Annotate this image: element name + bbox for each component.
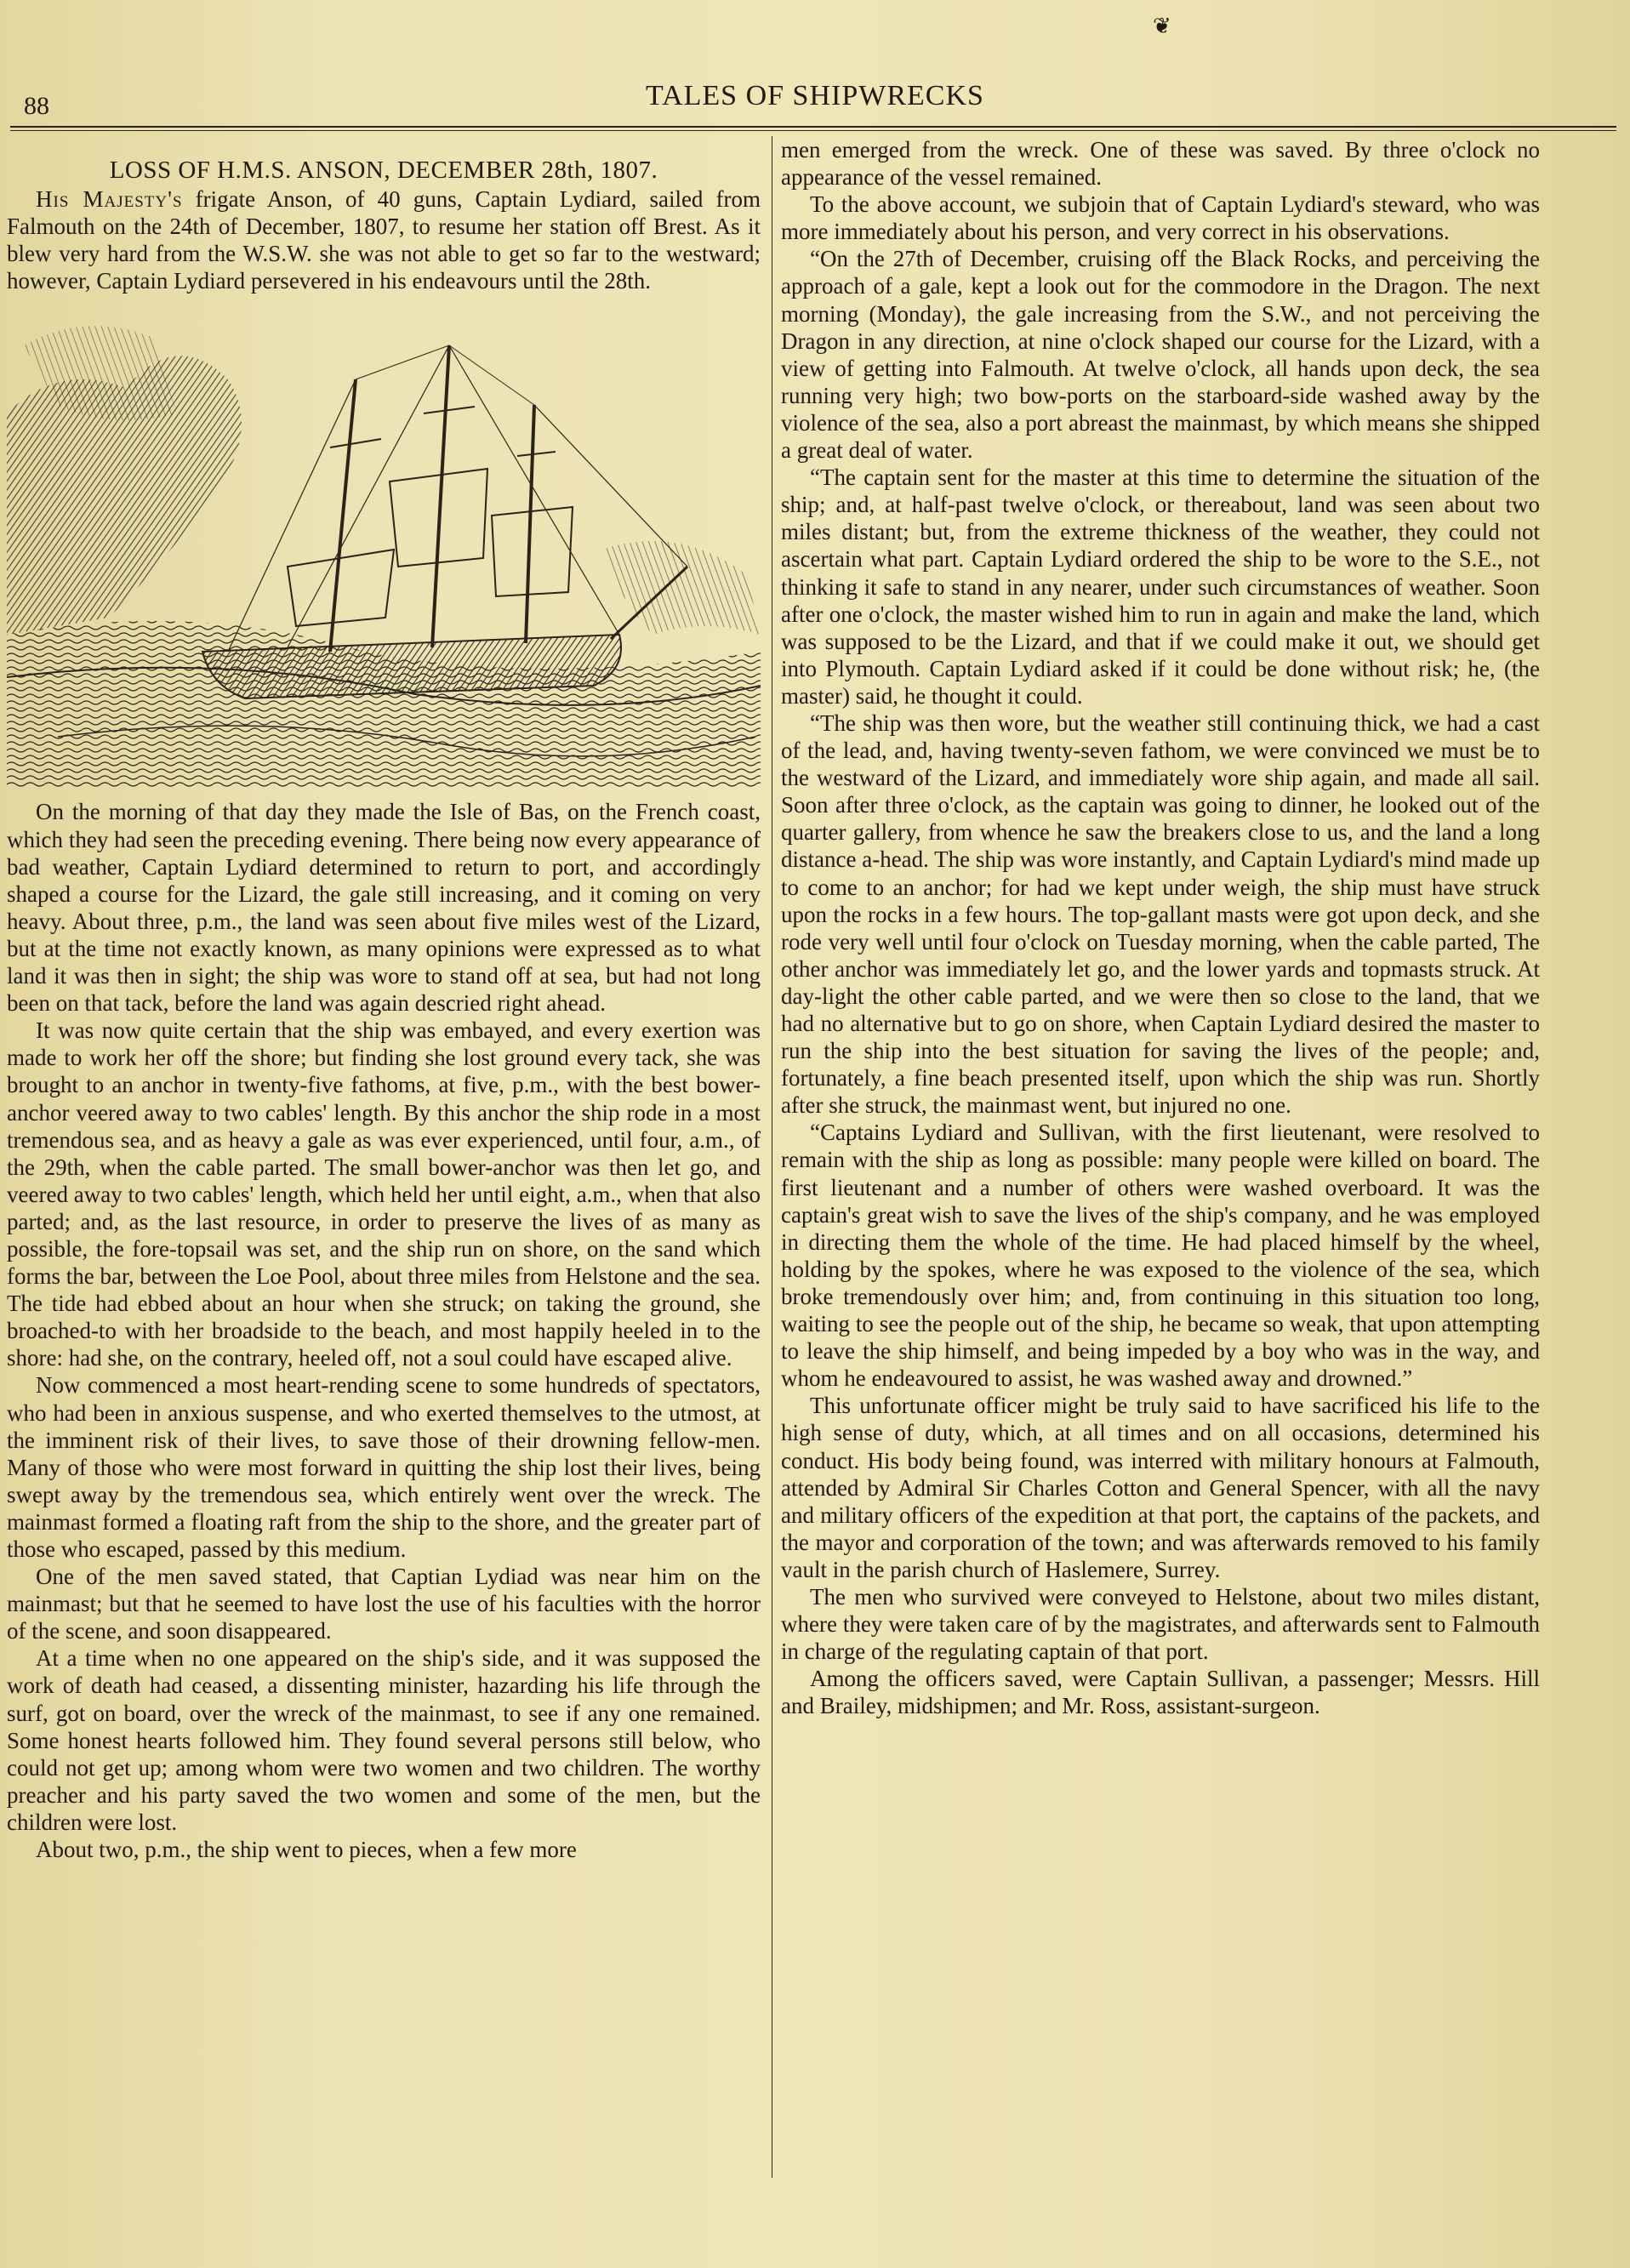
left-column: [7, 138, 761, 1863]
body-paragraph: “The captain sent for the master at this time to determine the situation of the ship; and, at half-past twelve o'clock, or thereabout, land was seen about two miles distant; but, from the extreme thickness of the weather, they could not ascertain what part. Captain Lydiard ordered the ship to be wore to the S.E., not thinking it safe to stand in any nearer, under such circumstances of weather. Soon after one o'clock, the master wished him to run in again and make the land, which was supposed to be the Lizard, and that if we could make it out, we should get into Plymouth. Captain Lydiard asked if it could be done without risk; he, (the master) said, he thought it could.: [781, 464, 1540, 709]
body-paragraph: “On the 27th of December, cruising off the Black Rocks, and perceiving the approach of a gale, kept a look out for the commodore in the Dragon. The next morning (Monday), the gale increasing from the S.W., and not perceiving the Dragon in any direction, at nine o'clock shaped our course for the Lizard, with a view of getting into Falmouth. At twelve o'clock, all hands upon deck, the sea running very high; two bow-ports on the starboard-side washed away by the violence of the sea, also a port abreast the mainmast, by which means she shipped a great deal of water.: [781, 246, 1540, 464]
body-paragraph: Now commenced a most heart-rending scene to some hundreds of spectators, who had been in anxious suspense, and who exerted themselves to the utmost, at the imminent risk of their lives, to save those of their drowning fellow-men. Many of those who were most forward in quitting the ship lost their lives, being swept away by the tremendous sea, which entirely went over the wreck. The mainmast formed a floating raft from the ship to the shore, and the greater part of those who escaped, passed by this medium.: [7, 1372, 761, 1562]
intro-smallcaps: His Majesty's: [36, 186, 183, 213]
ship-engraving-illustration: [7, 311, 761, 788]
body-paragraph: “Captains Lydiard and Sullivan, with the first lieutenant, were resolved to remain with the ship as long as possible: many people were killed on board. The first lieutenant and a number of others were washed overboard. It was the captain's great wish to save the lives of the ship's company, and he was employed in directing them the whole of the time. He had placed himself by the wheel, holding by the spokes, where he was exposed to the violence of the sea, which broke tremendously over him; and, from continuing in this situation too long, waiting to see the people out of the ship, he became so weak, that upon attempting to leave the ship himself, and being impeded by a boy who was in the way, and whom he endeavoured to assist, he was washed away and drowned.”: [781, 1120, 1540, 1392]
body-paragraph: It was now quite certain that the ship was embayed, and every exertion was made to work her off the shore; but finding she lost ground every tack, she was brought to an anchor in twenty-five fathoms, at five, p.m., with the best bower-anchor veered away to two cables' length. By this anchor the ship rode in a most tremendous sea, and as heavy a gale as was ever experienced, until four, a.m., of the 29th, when the cable parted. The small bower-anchor was then let go, and veered away to two cables' length, which held her until eight, a.m., when that also parted; and, as the last resource, in order to preserve the lives of as many as possible, the fore-topsail was set, and the ship run on shore, on the sand which forms the bar, between the Loe Pool, about three miles from Helstone and the sea. The tide had ebbed about an hour when she struck; on taking the ground, she broached-to with her broadside to the beach, and most happily heeled in to the shore: had she, on the contrary, heeled off, not a soul could have escaped alive.: [7, 1017, 761, 1371]
right-column: [781, 136, 1540, 1719]
body-paragraph: This unfortunate officer might be truly said to have sacrificed his life to the high sense of duty, which, at all times and on all occasions, determined his conduct. His body being found, was interred with military honours at Falmouth, attended by Admiral Sir Charles Cotton and General Spencer, with all the navy and military officers of the expedition at that port, the captains of the packets, and the mayor and corporation of the town; and was afterwards removed to his family vault in the parish church of Haslemere, Surrey.: [781, 1393, 1540, 1582]
body-paragraph: “The ship was then wore, but the weather still continuing thick, we had a cast of the lead, and, having twenty-seven fathom, we were convinced we must be to the westward of the Lizard, and immediately wore ship again, and made all sail. Soon after three o'clock, as the captain was going to dinner, he looked out of the quarter gallery, from whence he saw the breakers close to us, and the land a long distance a-head. The ship was wore instantly, and Captain Lydiard's mind made up to come to an anchor; for had we kept under weigh, the ship must have struck upon the rocks in a few hours. The top-gallant masts were got upon deck, and she rode very well until four o'clock on Tuesday morning, when the cable parted, The other anchor was immediately let go, and the lower yards and topmasts struck. At day-light the other cable parted, and we were then so close to the land, that we had no alternative but to go on shore, when Captain Lydiard desired the master to run the ship into the best situation for saving the lives of the people; and, fortunately, a fine beach presented itself, upon which the ship was run. Shortly after she struck, the mainmast went, but injured no one.: [781, 709, 1540, 1119]
body-paragraph: Among the officers saved, were Captain Sullivan, a passenger; Messrs. Hill and Brailey, midshipmen; and Mr. Ross, assistant-surgeon.: [781, 1666, 1540, 1719]
body-paragraph: One of the men saved stated, that Captian Lydiad was near him on the mainmast; but that he seemed to have lost the use of his faculties with the horror of the scene, and soon disappeared.: [7, 1564, 761, 1644]
intro-text: frigate Anson, of 40 guns, Captain Lydiard, sailed from Falmouth on the 24th of December, 1807, to resume her station off Brest. As it blew very hard from the W.S.W. she was not able to get so far to the westward; however, Captain Lydiard persevered in his endeavours until the 28th.: [7, 186, 761, 294]
printer-ornament: ❦: [1153, 14, 1171, 38]
page-number: 88: [24, 92, 49, 120]
body-paragraph: At a time when no one appeared on the ship's side, and it was supposed the work of death had ceased, a dissenting minister, hazarding his life through the surf, got on board, over the wreck of the mainmast, to see if any one remained. Some honest hearts followed him. They found several persons still below, who could not get up; among whom were two women and two children. The worthy preacher and his party saved the two women and some of the men, but the children were lost.: [7, 1645, 761, 1835]
running-title: TALES OF SHIPWRECKS: [646, 80, 984, 111]
body-paragraph: About two, p.m., the ship went to pieces, when a few more: [36, 1837, 577, 1863]
article-title: LOSS OF H.M.S. ANSON, DECEMBER 28th, 1807.: [109, 157, 658, 184]
body-paragraph: The men who survived were conveyed to Helstone, about two miles distant, where they were taken care of by the magistrates, and afterwards sent to Falmouth in charge of the regulating captain of that port.: [781, 1583, 1540, 1665]
intro-paragraph: [7, 185, 761, 294]
body-paragraph: On the morning of that day they made the Isle of Bas, on the French coast, which they had seen the preceding evening. There being now every appearance of bad weather, Captain Lydiard determined to return to port, and accordingly shaped a course for the Lizard, the gale still increasing, and it coming on very heavy. About three, p.m., the land was seen about five miles west of the Lizard, but at the time not exactly known, as many opinions were expressed as to what land it was then in sight; the ship was wore to stand off at sea, but had not long been on that tack, before the land was again descried right ahead.: [7, 799, 761, 1017]
body-paragraph: To the above account, we subjoin that of Captain Lydiard's steward, who was more immediately about his person, and very correct in his observations.: [781, 191, 1540, 245]
continued-paragraph: men emerged from the wreck. One of these was saved. By three o'clock no appearance of the vessel remained.: [781, 137, 1540, 191]
header-rule: [10, 126, 1616, 131]
